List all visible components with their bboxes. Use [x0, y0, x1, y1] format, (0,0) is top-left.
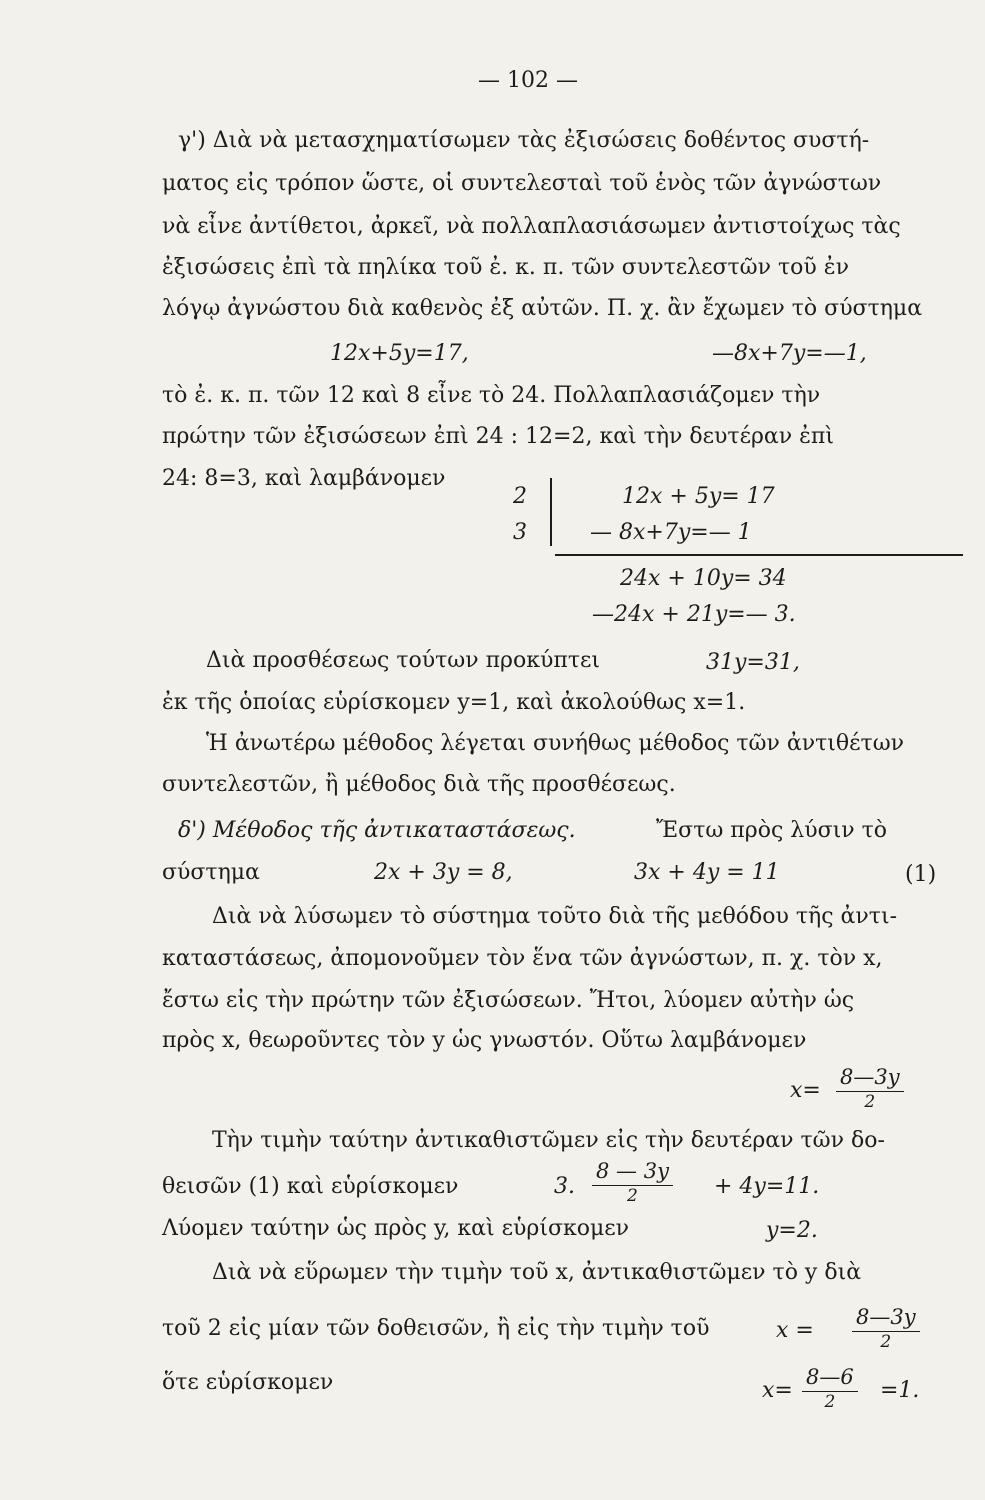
- equation: 24x + 10y= 34: [620, 566, 787, 591]
- text-line: Λύομεν ταύτην ὡς πρὸς y, καὶ εὑρίσκομεν: [162, 1216, 630, 1241]
- text-line: καταστάσεως, ἀπομονοῦμεν τὸν ἕνα τῶν ἀγνώστων, π. χ. τὸν x,: [162, 946, 883, 971]
- text-line: τοῦ 2 εἰς μίαν τῶν δοθεισῶν, ἢ εἰς τὴν τιμὴν τοῦ: [162, 1316, 710, 1341]
- text-line: νὰ εἶνε ἀντίθετοι, ἀρκεῖ, νὰ πολλαπλασιάσωμεν ἀντιστοίχως τὰς: [162, 214, 901, 239]
- equation: —24x + 21y=— 3.: [592, 602, 796, 627]
- multiplier: 3: [513, 520, 527, 545]
- text-line: γ') Διὰ νὰ μετασχηματίσωμεν τὰς ἐξισώσεις δοθέντος συστή-: [178, 128, 870, 153]
- fraction: [852, 1306, 920, 1352]
- text-line: ὅτε εὑρίσκομεν: [162, 1370, 334, 1395]
- text-line: συντελεστῶν, ἢ μέθοδος διὰ τῆς προσθέσεως.: [162, 772, 676, 797]
- text-line: 24: 8=3, καὶ λαμβάνομεν: [162, 466, 446, 491]
- equation: — 8x+7y=— 1: [590, 520, 752, 545]
- sum-rule: [555, 554, 963, 556]
- equation: x=: [790, 1078, 821, 1103]
- fraction-numerator: 8—6: [802, 1366, 858, 1392]
- fraction-numerator: 8—3y: [852, 1306, 920, 1332]
- equation-number: (1): [905, 862, 937, 887]
- text-line: πρώτην τῶν ἐξισώσεων ἐπὶ 24 : 12=2, καὶ τὴν δευτέραν ἐπὶ: [162, 424, 835, 449]
- equation: x=: [762, 1378, 793, 1403]
- divider-vertical: [550, 478, 552, 546]
- fraction: [836, 1066, 904, 1112]
- text-line: ματος εἰς τρόπον ὥστε, οἱ συντελεσταὶ τοῦ ἑνὸς τῶν ἀγνώστων: [162, 171, 882, 196]
- fraction: [802, 1366, 858, 1412]
- equation: 12x+5y=17,: [330, 341, 469, 366]
- equation: x =: [776, 1318, 814, 1343]
- text-line: Διὰ νὰ λύσωμεν τὸ σύστημα τοῦτο διὰ τῆς μεθόδου τῆς ἀντι-: [212, 904, 897, 929]
- text-line: Ἔστω πρὸς λύσιν τὸ: [656, 818, 887, 843]
- fraction-denominator: 2: [627, 1186, 638, 1207]
- equation: 3x + 4y = 11: [634, 860, 780, 885]
- equation: 2x + 3y = 8,: [374, 860, 513, 885]
- text-line: τὸ ἐ. κ. π. τῶν 12 καὶ 8 εἶνε τὸ 24. Πολλαπλασιάζομεν τὴν: [162, 383, 821, 408]
- text-line: ἔστω εἰς τὴν πρώτην τῶν ἐξισώσεων. Ἤτοι, λύομεν αὐτὴν ὡς: [162, 988, 855, 1013]
- text-line: λόγῳ ἀγνώστου διὰ καθενὸς ἐξ αὐτῶν. Π. χ. ἂν ἔχωμεν τὸ σύστημα: [162, 296, 923, 321]
- equation: 12x + 5y= 17: [622, 484, 775, 509]
- fraction-denominator: 2: [864, 1092, 876, 1113]
- section-heading: δ') Μέθοδος τῆς ἀντικαταστάσεως.: [178, 818, 576, 843]
- equation: 3.: [554, 1174, 575, 1199]
- equation: y=2.: [766, 1218, 818, 1243]
- fraction-numerator: 8 — 3y: [592, 1160, 673, 1186]
- fraction-denominator: 2: [880, 1332, 892, 1353]
- multiplier: 2: [513, 484, 527, 509]
- text-line: σύστημα: [162, 860, 260, 885]
- text-line: θεισῶν (1) καὶ εὑρίσκομεν: [162, 1174, 459, 1199]
- text-line: Διὰ προσθέσεως τούτων προκύπτει: [206, 648, 601, 673]
- fraction-numerator: 8—3y: [836, 1066, 904, 1092]
- text-line: Διὰ νὰ εὕρωμεν τὴν τιμὴν τοῦ x, ἀντικαθιστῶμεν τὸ y διὰ: [212, 1260, 862, 1285]
- text-line: ἐκ τῆς ὁποίας εὑρίσκομεν y=1, καὶ ἀκολούθως x=1.: [162, 690, 746, 715]
- page-number: — 102 —: [478, 68, 578, 93]
- equation: + 4y=11.: [714, 1174, 820, 1199]
- equation: 31y=31,: [706, 650, 800, 675]
- equation: =1.: [880, 1378, 920, 1403]
- text-line: ἐξισώσεις ἐπὶ τὰ πηλίκα τοῦ ἐ. κ. π. τῶν συντελεστῶν τοῦ ἐν: [162, 255, 849, 280]
- fraction: [592, 1160, 673, 1206]
- text-line: Ἡ ἀνωτέρω μέθοδος λέγεται συνήθως μέθοδος τῶν ἀντιθέτων: [206, 731, 905, 756]
- text-line: Τὴν τιμὴν ταύτην ἀντικαθιστῶμεν εἰς τὴν δευτέραν τῶν δο-: [212, 1128, 885, 1153]
- fraction-denominator: 2: [824, 1392, 836, 1413]
- equation: —8x+7y=—1,: [712, 341, 867, 366]
- text-line: πρὸς x, θεωροῦντες τὸν y ὡς γνωστόν. Οὕτω λαμβάνομεν: [162, 1028, 807, 1053]
